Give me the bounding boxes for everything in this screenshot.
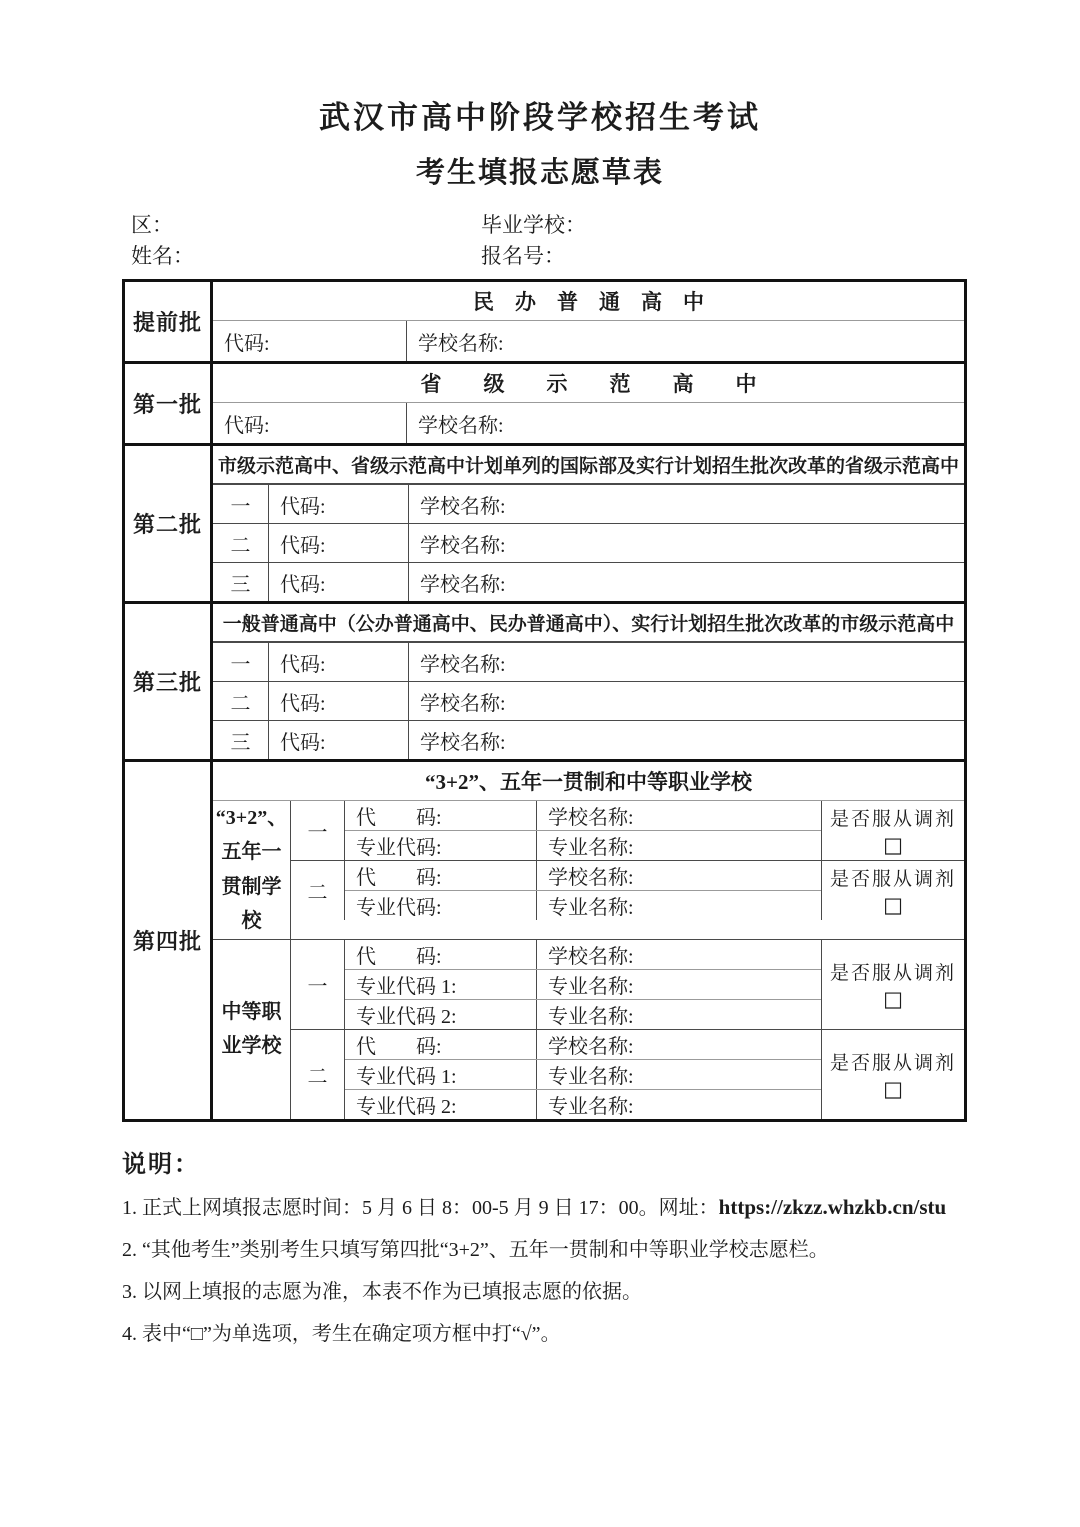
- notes-section: [122, 1144, 982, 1348]
- batch-label-3: 第三批: [125, 604, 213, 759]
- code-label: 代码:: [269, 563, 409, 601]
- registration-no-field-label: 报名号：: [481, 243, 565, 268]
- table-row: [345, 830, 821, 860]
- header-fields: [131, 208, 1080, 270]
- note-1-text: 1. 正式上网填报志愿时间：5 月 6 日 8：00-5 月 9 日 17：00。网址：: [122, 1196, 719, 1219]
- note-item-4: 4. 表中“□”为单选项，考生在确定项方框中打“√”。: [122, 1322, 561, 1345]
- name-field-label: 姓名：: [131, 243, 194, 268]
- table-row: [345, 999, 821, 1029]
- field-row-1: [131, 208, 1080, 239]
- school-name-label: 学校名称:: [420, 534, 506, 557]
- note-item-3: 3. 以网上填报的志愿为准，本表不作为已填报志愿的依据。: [122, 1280, 642, 1303]
- table-row: [213, 523, 964, 562]
- choice-number: 二: [291, 1030, 345, 1119]
- major-code-label: 专业代码:: [345, 831, 537, 860]
- major-name-label: 专业名称:: [548, 975, 634, 998]
- batch-section-3: [125, 601, 964, 759]
- category-label-3plus2: “3+2”、五年一贯制学校: [213, 801, 291, 939]
- major-name-label: 专业名称:: [548, 1005, 634, 1028]
- adjustment-consent-label: 是否服从调剂: [829, 809, 956, 830]
- major-name-label: 专业名称:: [548, 897, 634, 919]
- code-label: 代码:: [213, 403, 407, 443]
- major-name-label: 专业名称:: [548, 1095, 634, 1118]
- table-row: [345, 1059, 821, 1089]
- choice-number: 二: [213, 682, 269, 720]
- batch-label-1: 第一批: [125, 364, 213, 443]
- choice-number: 一: [291, 801, 345, 860]
- note-1-url: https://zkzz.whzkb.cn/stu: [718, 1194, 947, 1219]
- major-code-2-label: 专业代码 2:: [345, 1000, 537, 1029]
- batch-label-early: 提前批: [125, 282, 213, 361]
- form-title-line1: 武汉市高中阶段学校招生考试: [319, 100, 761, 135]
- table-row: [345, 861, 821, 890]
- batch-section-1: [125, 361, 964, 443]
- entry-vocational-2: [291, 1029, 964, 1119]
- section-header-2: 市级示范高中、省级示范高中计划单列的国际部及实行计划招生批次改革的省级示范高中: [213, 446, 964, 484]
- district-field-label: 区：: [131, 212, 173, 237]
- batch-section-2: [125, 443, 964, 601]
- choice-number: 一: [213, 485, 269, 523]
- table-row: [213, 403, 964, 443]
- field-row-2: [131, 239, 1080, 270]
- batch-section-early: [125, 282, 964, 361]
- group-secondary-vocational: [213, 939, 964, 1119]
- notes-heading: 说明：: [122, 1151, 200, 1178]
- school-name-label: 学校名称:: [418, 332, 504, 355]
- section-header-1: 省 级 示 范 高 中: [213, 364, 964, 403]
- table-row: [345, 1089, 821, 1119]
- table-row: [213, 681, 964, 720]
- school-name-label: 学校名称:: [420, 495, 506, 518]
- school-name-label: 学校名称:: [548, 1035, 634, 1058]
- school-name-label: 学校名称:: [420, 573, 506, 596]
- adjustment-consent-label: 是否服从调剂: [829, 1052, 956, 1074]
- adjustment-consent-label: 是否服从调剂: [829, 962, 956, 984]
- school-name-label: 学校名称:: [420, 731, 506, 754]
- table-row: [345, 1030, 821, 1059]
- school-name-label: 学校名称:: [420, 692, 506, 715]
- code-label: 代 码:: [345, 1030, 537, 1059]
- table-row: [213, 720, 964, 759]
- table-row: [345, 969, 821, 999]
- category-label-vocational: 中等职业学校: [213, 940, 291, 1119]
- school-name-label: 学校名称:: [418, 414, 504, 437]
- code-label: 代码:: [269, 643, 409, 681]
- entry-vocational-1: [291, 940, 964, 1029]
- table-row: [213, 321, 964, 361]
- choice-number: 三: [213, 563, 269, 601]
- code-label: 代 码:: [345, 940, 537, 969]
- choice-number: 二: [213, 524, 269, 562]
- major-code-1-label: 专业代码 1:: [345, 970, 537, 999]
- choice-number: 一: [291, 940, 345, 1029]
- major-code-label: 专业代码:: [345, 891, 537, 920]
- major-name-label: 专业名称:: [548, 1065, 634, 1088]
- code-label: 代码:: [269, 682, 409, 720]
- section-header-4: “3+2”、五年一贯制和中等职业学校: [213, 762, 964, 801]
- adjustment-checkbox[interactable]: □: [883, 1076, 903, 1101]
- graduate-school-field-label: 毕业学校：: [481, 212, 586, 237]
- batch-section-4: [125, 759, 964, 1119]
- table-row: [345, 940, 821, 969]
- table-row: [345, 801, 821, 830]
- entry-3plus2-2: [291, 860, 964, 920]
- adjustment-checkbox[interactable]: □: [883, 893, 903, 917]
- school-name-label: 学校名称:: [420, 653, 506, 676]
- adjustment-checkbox[interactable]: □: [883, 833, 903, 857]
- code-label: 代 码:: [345, 861, 537, 890]
- school-name-label: 学校名称:: [548, 807, 634, 829]
- adjustment-consent-label: 是否服从调剂: [829, 869, 956, 890]
- code-label: 代码:: [269, 485, 409, 523]
- form-title-line2: 考生填报志愿草表: [415, 157, 664, 189]
- title-block: [0, 0, 1080, 191]
- adjustment-consent-cell: [821, 940, 964, 1029]
- adjustment-consent-cell: [821, 801, 964, 860]
- adjustment-consent-cell: [821, 861, 964, 920]
- code-label: 代 码:: [345, 801, 537, 830]
- major-code-1-label: 专业代码 1:: [345, 1060, 537, 1089]
- note-item-1: [122, 1194, 982, 1222]
- table-row: [345, 890, 821, 920]
- code-label: 代码:: [269, 721, 409, 759]
- note-item-2: 2. “其他考生”类别考生只填写第四批“3+2”、五年一贯制和中等职业学校志愿栏。: [122, 1238, 829, 1261]
- major-name-label: 专业名称:: [548, 837, 634, 859]
- entry-3plus2-1: [291, 801, 964, 860]
- batch-label-4: 第四批: [125, 762, 213, 1119]
- school-name-label: 学校名称:: [548, 945, 634, 968]
- adjustment-checkbox[interactable]: □: [883, 986, 903, 1011]
- group-3plus2: [213, 801, 964, 939]
- table-row: [213, 642, 964, 681]
- table-row: [213, 484, 964, 523]
- choice-number: 一: [213, 643, 269, 681]
- school-name-label: 学校名称:: [548, 867, 634, 889]
- volunteer-table: [122, 279, 967, 1122]
- section-header-3: 一般普通高中（公办普通高中、民办普通高中）、实行计划招生批次改革的市级示范高中: [213, 604, 964, 642]
- table-row: [213, 562, 964, 601]
- adjustment-consent-cell: [821, 1030, 964, 1119]
- code-label: 代码:: [213, 321, 407, 361]
- major-code-2-label: 专业代码 2:: [345, 1090, 537, 1119]
- code-label: 代码:: [269, 524, 409, 562]
- choice-number: 二: [291, 861, 345, 920]
- section-header-early: 民 办 普 通 高 中: [213, 282, 964, 321]
- choice-number: 三: [213, 721, 269, 759]
- batch-label-2: 第二批: [125, 446, 213, 601]
